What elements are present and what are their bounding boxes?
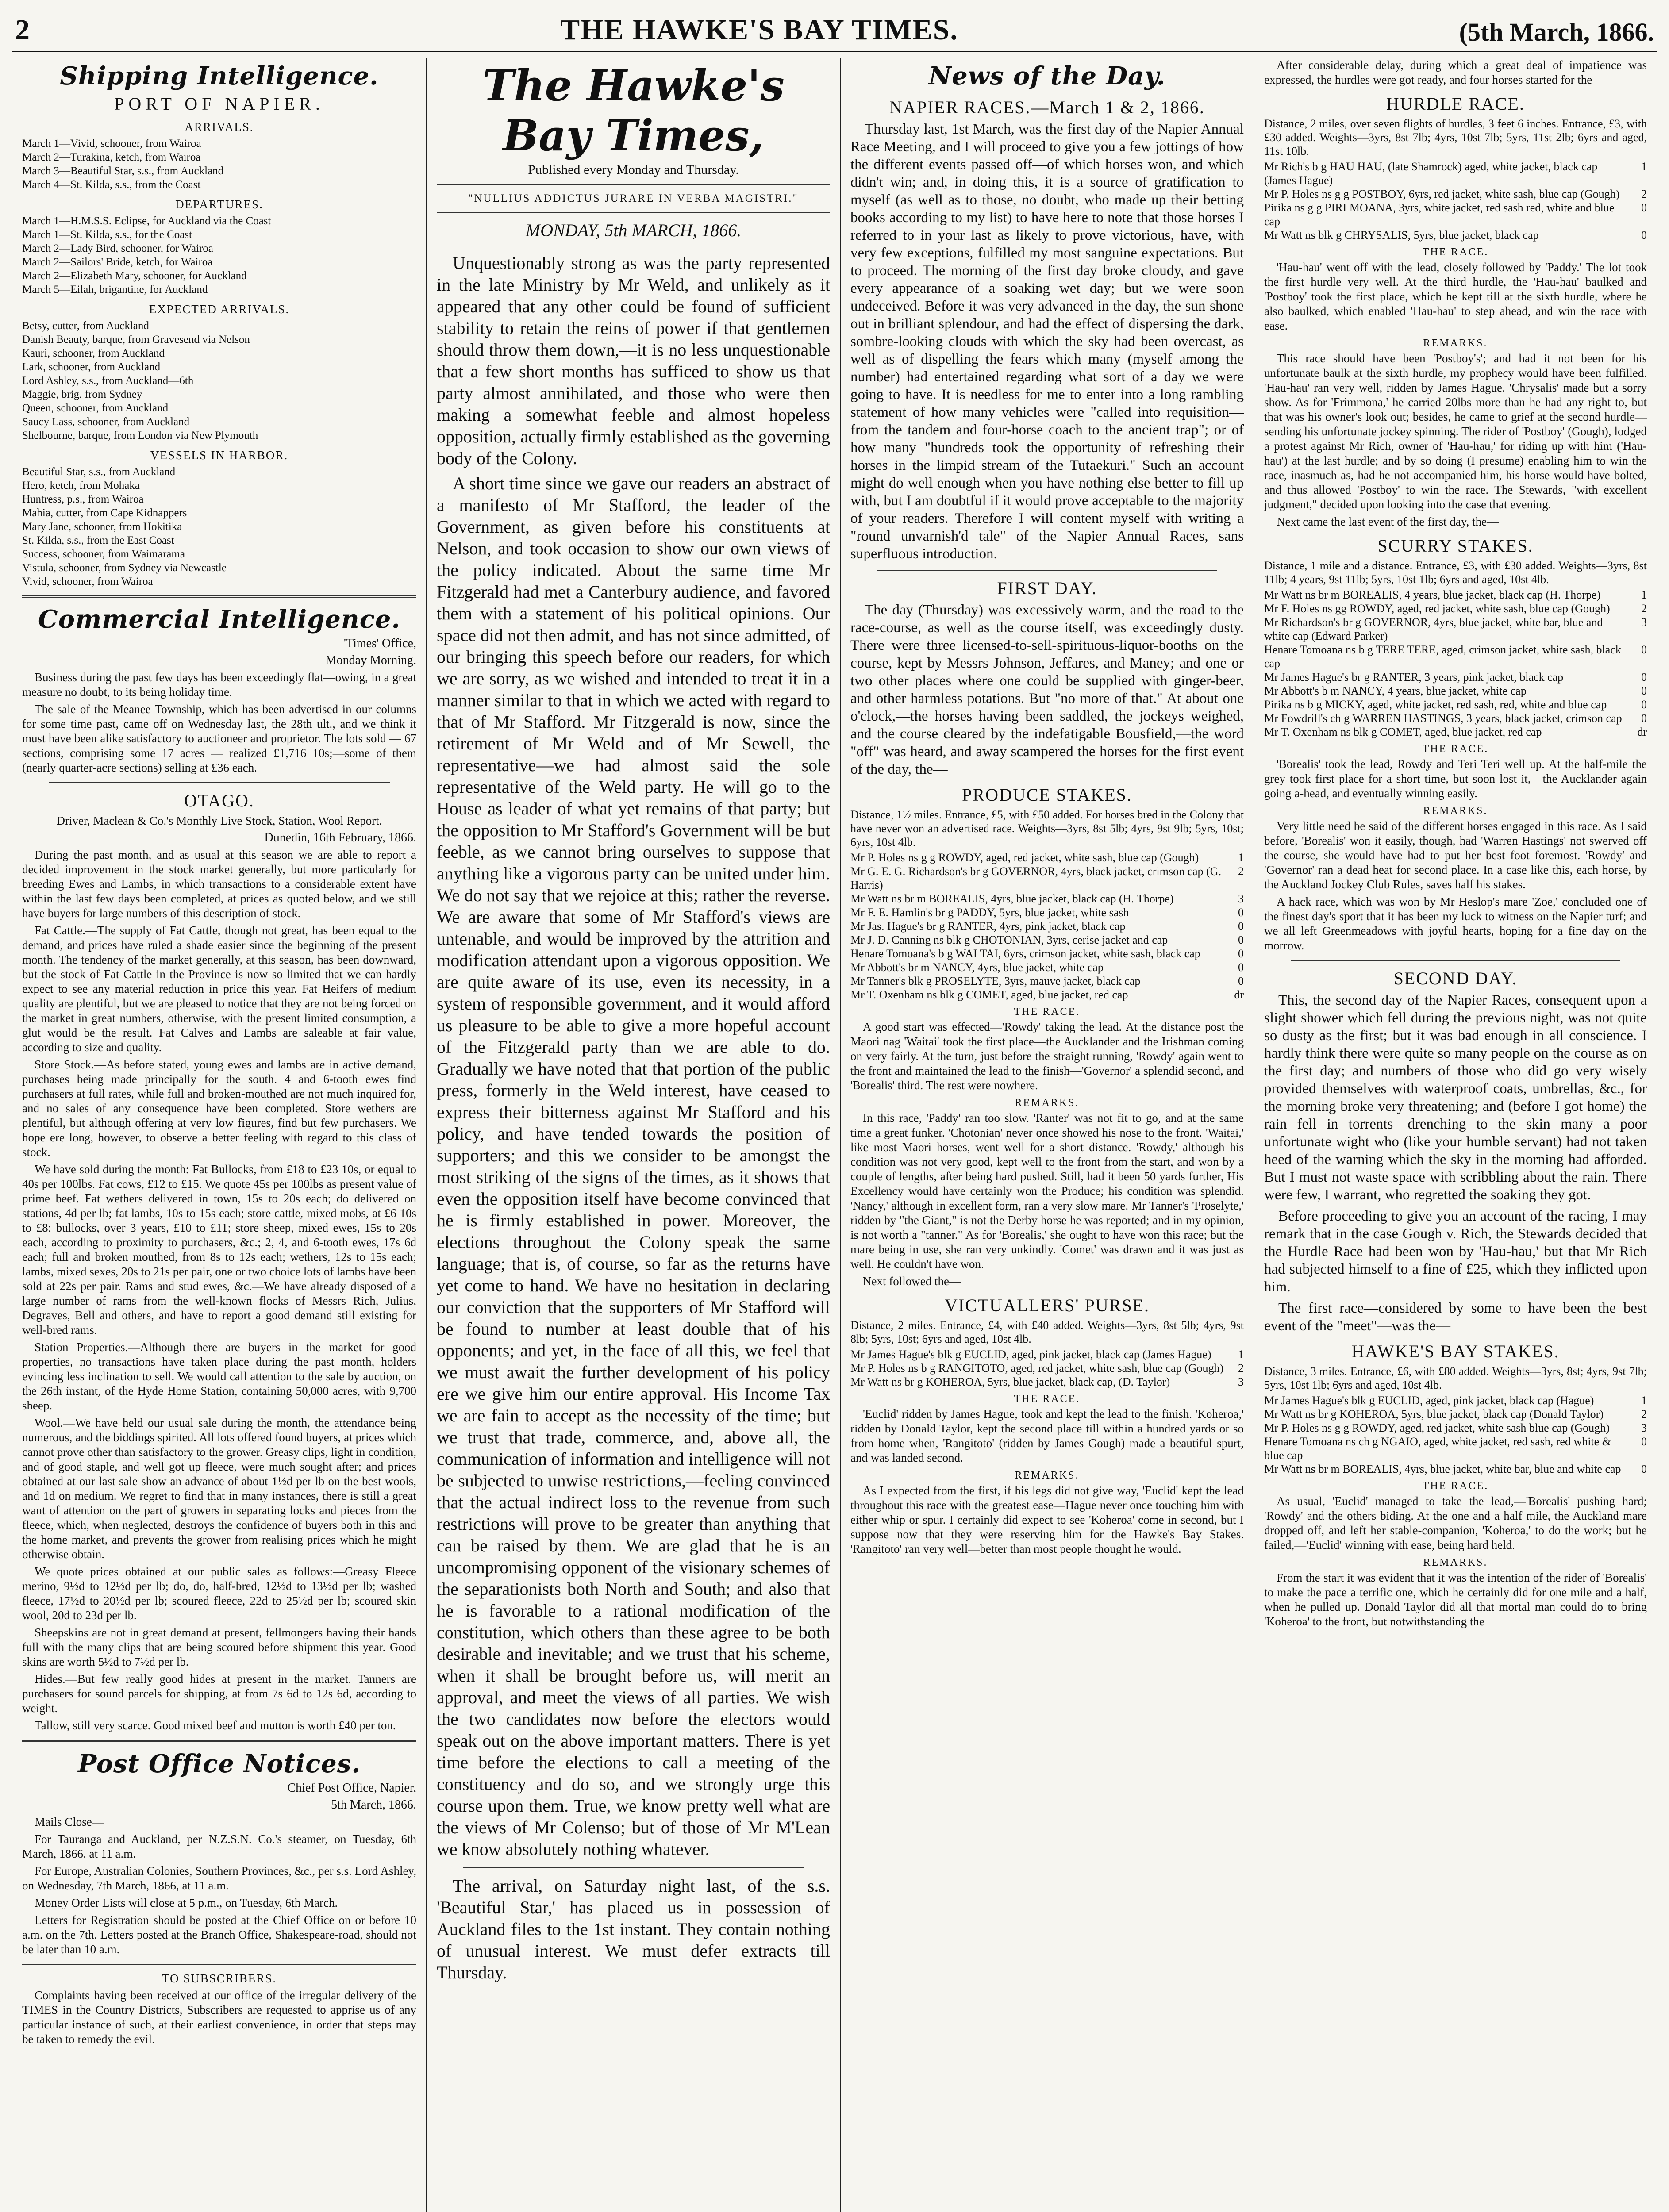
entry-text: Mr Fowdrill's ch g WARREN HASTINGS, 3 years, black jacket, crimson cap	[1264, 712, 1622, 725]
entry-text: Henare Tomoana's b g WAI TAI, 6yrs, crimson jacket, white sash, black cap	[850, 947, 1200, 960]
race-heading: THE RACE.	[1014, 1393, 1081, 1405]
office-date: Monday Morning.	[325, 653, 416, 667]
race-entry	[1264, 670, 1647, 684]
hawkes-entries	[1264, 1394, 1647, 1476]
hawkes-bay-stakes-heading: HAWKE'S BAY STAKES.	[1351, 1341, 1560, 1361]
remarks-heading: REMARKS.	[1015, 1097, 1080, 1109]
race-entry	[1264, 1421, 1647, 1435]
column-1	[12, 58, 426, 2212]
second-day-para: This, the second day of the Napier Races, consequent upon a slight shower which fell during the previous night, was not quite so dusty as the first; but it was bad enough in all conscience. I hardly think there were quite so many people on the course as on the first day; and numbers of those who did go very wisely provided themselves with waterproof coats, umbrellas, &c., for the morning broke very threatening; and (before I got home) the rain fell in torrents—drenching to the skin many a poor unfortunate wight who (like your humble servant) had not taken heed of the warning which the sky in the morning had afforded. But I must not waste space with scribbling about the rain. There were few, I warrant, who regretted the soaking they got.	[1264, 992, 1647, 1203]
entry-text: Mr G. E. G. Richardson's br g GOVERNOR, 4yrs, black jacket, crimson cap (G. Harris)	[850, 865, 1221, 891]
entry-place: 0	[1641, 1435, 1647, 1448]
race-entry	[1264, 602, 1647, 615]
race-entry	[1264, 187, 1647, 201]
divider	[22, 1740, 416, 1742]
office-line: 'Times' Office,	[343, 637, 416, 650]
list-item: March 2—Elizabeth Mary, schooner, for Auckland	[22, 270, 247, 282]
divider	[437, 212, 830, 213]
entry-place: 0	[1641, 712, 1647, 725]
publication-schedule: Published every Monday and Thursday.	[528, 162, 739, 177]
entry-text: Mr P. Holes ns g g ROWDY, aged, red jacket, white sash blue cap (Gough)	[1264, 1421, 1610, 1434]
list-item: March 1—St. Kilda, s.s., for the Coast	[22, 229, 192, 241]
scurry-entries	[1264, 588, 1647, 739]
list-item: Huntress, p.s., from Wairoa	[22, 493, 144, 505]
victuallers-conditions: Distance, 2 miles. Entrance, £4, with £40 added. Weights—3yrs, 8st 5lb; 4yrs, 9st 8lb; 5yrs, 10st; 6yrs and aged, 10st 4lb.	[850, 1319, 1244, 1345]
remarks-heading: REMARKS.	[1015, 1470, 1080, 1481]
entry-place: 2	[1641, 1408, 1647, 1421]
divider	[22, 595, 416, 598]
column-4	[1254, 58, 1657, 2212]
entry-place: 1	[1641, 1394, 1647, 1407]
race-entry	[850, 947, 1244, 960]
produce-stakes-heading: PRODUCE STAKES.	[962, 785, 1132, 805]
second-day-heading: SECOND DAY.	[1393, 968, 1518, 988]
list-item: March 3—Beautiful Star, s.s., from Auckland	[22, 165, 224, 177]
race-entry	[1264, 201, 1647, 228]
list-item: March 1—H.M.S.S. Eclipse, for Auckland via the Coast	[22, 215, 271, 227]
column-2	[426, 58, 840, 2212]
otago-para: Hides.—But few really good hides at present in the market. Tanners are purchasers for sound parcels for shipping, at from 7s 6d to 12s 6d, according to weight.	[22, 1672, 416, 1715]
entry-text: Mr James Hague's blk g EUCLID, aged, pink jacket, black cap (Hague)	[1264, 1394, 1594, 1407]
list-item: March 5—Eilah, brigantine, for Auckland	[22, 284, 208, 296]
entry-place: 2	[1238, 1362, 1244, 1375]
race-entry	[1264, 684, 1647, 698]
arrivals-heading: ARRIVALS.	[185, 120, 254, 134]
entry-text: Mr Watt ns br m BOREALIS, 4 years, blue jacket, black cap (H. Thorpe)	[1264, 588, 1601, 601]
victuallers-heading: VICTUALLERS' PURSE.	[944, 1295, 1150, 1315]
remarks-heading: REMARKS.	[1423, 338, 1488, 349]
columns	[12, 58, 1657, 2212]
mail-notice: Letters for Registration should be posted at the Chief Office on or before 10 a.m. on the 7th. Letters posted at the Branch Office, Shakespeare-road, should not be later than 10 a.m.	[22, 1913, 416, 1956]
entry-place: 3	[1641, 616, 1647, 629]
entry-place: 0	[1238, 975, 1244, 987]
list-item: Beautiful Star, s.s., from Auckland	[22, 466, 176, 478]
race-entry	[850, 919, 1244, 933]
entry-text: Mr P. Holes ns g g ROWDY, aged, red jacket, white sash, blue cap (Gough)	[850, 851, 1199, 864]
entry-text: Mr James Hague's blk g EUCLID, aged, pink jacket, black cap (James Hague)	[850, 1348, 1211, 1361]
race-entry	[1264, 725, 1647, 739]
list-item: March 2—Lady Bird, schooner, for Wairoa	[22, 242, 213, 254]
entry-place: 0	[1641, 643, 1647, 656]
race-entry	[850, 988, 1244, 1002]
mail-notice: For Tauranga and Auckland, per N.Z.S.N. Co.'s steamer, on Tuesday, 6th March, 1866, at 11 a.m.	[22, 1832, 416, 1860]
otago-para: Sheepskins are not in great demand at present, fellmongers having their hands full with the many clips that are being scoured before shipment this year. Good skins are worth 5½d to 7½d per lb.	[22, 1626, 416, 1668]
mails-close: Mails Close—	[35, 1815, 104, 1828]
race-entry	[850, 1348, 1244, 1361]
otago-para: Wool.—We have held our usual sale during the month, the attendance being numerous, and the biddings spirited. All lots offered found buyers, at prices which cannot prove other than satisfactory to the grower. Greasy clips, light in condition, and of good staple, and well got up fleece, were much sought after; and prices obtained at our last sale show an advance of about 1½d per lb on the best wools, and 1d on medium. We regret to find that in many instances, there is still a great want of attention on the part of growers in separating locks and pieces from the fleece, which, when neglected, destroys the confidence of buyers both in this and the home market, and prevents the grower from realising prices which he might otherwise obtain.	[22, 1416, 416, 1561]
victuallers-entries	[850, 1348, 1244, 1389]
scurry-heading: SCURRY STAKES.	[1377, 536, 1534, 556]
entry-place: 0	[1238, 961, 1244, 974]
entry-text: Mr Watt ns br m BOREALIS, 4yrs, blue jacket, black cap (H. Thorpe)	[850, 892, 1174, 905]
editorial-para: Unquestionably strong as was the party represented in the late Ministry by Mr Weld, and unlikely as it appeared that any other could be found of sufficient stability to retain the reins of power if that gentlemen should throw them down,—it is no less unquestionable that a few short months has sufficed to show us that party almost annihilated, and those who were then making a somewhat feeble and almost hopeless opposition, actually firmly established as the governing body of the Colony.	[437, 253, 830, 468]
list-item: Betsy, cutter, from Auckland	[22, 320, 149, 332]
divider	[877, 570, 1217, 571]
list-item: March 4—St. Kilda, s.s., from the Coast	[22, 179, 201, 191]
otago-subheading: Driver, Maclean & Co.'s Monthly Live Stock, Station, Wool Report.	[56, 814, 382, 827]
divider	[463, 1867, 804, 1868]
divider	[1291, 960, 1620, 961]
list-item: Mary Jane, schooner, from Hokitika	[22, 521, 182, 533]
entry-text: Mr Watt ns br g KOHEROA, 5yrs, blue jacket, black cap, (D. Taylor)	[850, 1375, 1170, 1388]
entry-place: 0	[1641, 684, 1647, 697]
otago-para: Tallow, still very scarce. Good mixed beef and mutton is worth £40 per ton.	[35, 1719, 396, 1732]
remarks-heading: REMARKS.	[1423, 1557, 1488, 1568]
list-item: Danish Beauty, barque, from Gravesend via Nelson	[22, 334, 250, 346]
race-report: 'Hau-hau' went off with the lead, closely followed by 'Paddy.' The lot took the first hurdle very well. At the third hurdle, the 'Hau-hau' baulked and 'Postboy' took the first place, which he kept till at the sixth hurdle, where he also baulked, which enabled 'Hau-hau' to step ahead, and win the race with ease.	[1264, 261, 1647, 332]
entry-text: Pirika ns b g MICKY, aged, white jacket, red sash, red, white and blue cap	[1264, 698, 1607, 711]
second-day-para: The first race—considered by some to have been the best event of the "meet"—was the—	[1264, 1300, 1647, 1334]
entry-text: Pirika ns g g PIRI MOANA, 3yrs, white jacket, red sash red, white and blue cap	[1264, 201, 1615, 228]
departures-heading: DEPARTURES.	[175, 198, 263, 211]
race-entry	[850, 892, 1244, 906]
race-remarks: In this race, 'Paddy' ran too slow. 'Ranter' was not fit to go, and at the same time a great funker. 'Chotonian' never once showed his nose to the front. 'Waitai,' like most Maori horses, went well for a short distance. 'Rowdy,' although his condition was not very good, kept well to the front from the start, and won by a couple of lengths, after being hard pushed. Still, had it been 50 yards further, His Excellency would have certainly won the Produce; his condition was splendid. 'Nancy,' although in excellent form, ran a very slow mare. Mr Tanner's 'Proselyte,' ridden by "the Giant," is not the Derby horse he was reported; and in my opinion, is not worth a "tanner." As for 'Borealis,' she ought to have won this race; but the mare being in use, she ran very unkindly. 'Comet' was drawn and it was just as well. He couldn't have won.	[850, 1111, 1244, 1271]
subscribers-heading: TO SUBSCRIBERS.	[162, 1972, 277, 1985]
race-entry	[1264, 643, 1647, 670]
mail-notice: For Europe, Australian Colonies, Southern Provinces, &c., per s.s. Lord Ashley, on Wednesday, 7th March, 1866, at 11 a.m.	[22, 1864, 416, 1892]
entry-place: 1	[1238, 1348, 1244, 1361]
entry-place: 0	[1238, 920, 1244, 933]
race-entry	[850, 906, 1244, 919]
departures-list	[22, 214, 416, 296]
entry-text: Mr T. Oxenham ns blk g COMET, aged, blue jacket, red cap	[1264, 726, 1542, 738]
list-item: Mahia, cutter, from Cape Kidnappers	[22, 507, 187, 519]
entry-place: 2	[1641, 602, 1647, 615]
entry-text: Mr Watt ns blk g CHRYSALIS, 5yrs, blue jacket, black cap	[1264, 229, 1539, 242]
race-entry	[1264, 711, 1647, 725]
list-item: Success, schooner, from Waimarama	[22, 548, 185, 560]
issue-date: (5th March, 1866.	[1459, 18, 1654, 46]
shipping-heading: Shipping Intelligence.	[60, 61, 379, 91]
otago-para: During the past month, and as usual at this season we are able to report a decided improvement in the stock market generally, but more particularly for breeding Ewes and Lambs, in which transactions to a considerable extent have within the last few days been completed, at prices as quoted below, and we still have buyers for large numbers of this description of stock.	[22, 848, 416, 920]
divider	[22, 1964, 416, 1965]
race-entry	[1264, 1394, 1647, 1407]
race-remarks: Very little need be said of the different horses engaged in this race. As I said before, 'Borealis' won it easily, though, had 'Warren Hastings' not swerved off the course, she would have had to put her best foot foremost. 'Rowdy' and 'Governor' ran a dead heat for second place. In a case like this, each horse, by the Auckland Jockey Club Rules, saves half his stakes.	[1264, 819, 1647, 891]
race-entry	[1264, 160, 1647, 187]
race-entry	[1264, 228, 1647, 242]
races-title: NAPIER RACES.—March 1 & 2, 1866.	[889, 97, 1205, 117]
editorial-dateline: MONDAY, 5th MARCH, 1866.	[525, 220, 742, 240]
column-3	[840, 58, 1254, 2212]
news-heading: News of the Day.	[928, 61, 1166, 91]
port-heading: PORT OF NAPIER.	[114, 94, 324, 114]
list-item: March 2—Sailors' Bride, ketch, for Wairoa	[22, 256, 213, 268]
harbor-heading: VESSELS IN HARBOR.	[150, 449, 288, 462]
list-item: Vistula, schooner, from Sydney via Newcastle	[22, 562, 227, 574]
race-entry	[850, 1361, 1244, 1375]
list-item: Maggie, brig, from Sydney	[22, 388, 142, 400]
list-item: Lark, schooner, from Auckland	[22, 361, 161, 373]
list-item: March 1—Vivid, schooner, from Wairoa	[22, 138, 201, 150]
remarks-heading: REMARKS.	[1423, 805, 1488, 817]
entry-text: Mr Abbott's b m NANCY, 4 years, blue jacket, white cap	[1264, 684, 1527, 697]
entry-place: dr	[1637, 726, 1647, 738]
divider	[437, 184, 830, 185]
divider	[49, 782, 390, 783]
entry-text: Mr James Hague's br g RANTER, 3 years, pink jacket, black cap	[1264, 671, 1564, 684]
entry-place: dr	[1234, 988, 1244, 1001]
scurry-conditions: Distance, 1 mile and a distance. Entrance, £3, with £30 added. Weights—3yrs, 8st 11lb; 4 years, 9st 11lb; 5yrs, 10st 1lb; 6yrs and aged, 10st 4lb.	[1264, 559, 1647, 586]
list-item: Shelbourne, barque, from London via New Plymouth	[22, 430, 258, 442]
race-entry	[1264, 1462, 1647, 1476]
list-item: Saucy Lass, schooner, from Auckland	[22, 416, 190, 428]
entry-text: Mr Tanner's blk g PROSELYTE, 3yrs, mauve jacket, black cap	[850, 975, 1141, 987]
entry-place: 1	[1641, 588, 1647, 601]
entry-text: Henare Tomoana ns b g TERE TERE, aged, crimson jacket, white sash, black cap	[1264, 643, 1621, 670]
race-report: 'Borealis' took the lead, Rowdy and Teri Teri well up. At the half-mile the grey took first place for a short time, but soon lost it,—the Aucklander again going a-head, and eventually winning easily.	[1264, 757, 1647, 800]
page-header	[12, 8, 1657, 52]
entry-text: Mr T. Oxenham ns blk g COMET, aged, blue jacket, red cap	[850, 988, 1128, 1001]
entry-place: 3	[1238, 1375, 1244, 1388]
entry-place: 0	[1238, 906, 1244, 919]
list-item: Queen, schooner, from Auckland	[22, 402, 169, 414]
hack-race-para: A hack race, which was won by Mr Heslop's mare 'Zoe,' concluded one of the finest day's sport that it has been my luck to witness on the Napier turf; and we all left Greenmeadows with joyful hearts, hoping for a fine day on the morrow.	[1264, 895, 1647, 952]
entry-place: 2	[1238, 865, 1244, 878]
list-item: Hero, ketch, from Mohaka	[22, 480, 140, 492]
page-number: 2	[15, 14, 30, 46]
otago-para: We quote prices obtained at our public sales as follows:—Greasy Fleece merino, 9½d to 12½d per lb; do, do, half-bred, 12½d to 13½d per lb; washed fleece, 17½d to 20½d per lb; scoured fleece, 22d to 25½d per lb; scoured skin wool, 20d to 23d per lb.	[22, 1565, 416, 1622]
entry-text: Mr P. Holes ns g g POSTBOY, 6yrs, red jacket, white sash, blue cap (Gough)	[1264, 188, 1620, 200]
race-entry	[1264, 615, 1647, 643]
expected-list	[22, 319, 416, 442]
list-item: Kauri, schooner, from Auckland	[22, 347, 165, 359]
entry-text: Mr Watt ns br m BOREALIS, 4yrs, blue jacket, white bar, blue and white cap	[1264, 1463, 1621, 1475]
entry-place: 0	[1641, 201, 1647, 214]
hurdle-heading: HURDLE RACE.	[1386, 94, 1525, 114]
hurdle-intro: After considerable delay, during which a great deal of impatience was expressed, the hurdles were got ready, and four horses started for the—	[1264, 58, 1647, 86]
race-entry	[1264, 698, 1647, 711]
paper-title: THE HAWKE'S BAY TIMES.	[560, 14, 958, 46]
entry-place: 0	[1641, 229, 1647, 242]
race-heading: THE RACE.	[1422, 246, 1489, 258]
entry-text: Mr F. Holes ns gg ROWDY, aged, red jacket, white sash, blue cap (Gough)	[1264, 602, 1610, 615]
otago-heading: OTAGO.	[184, 791, 254, 810]
hurdle-conditions: Distance, 2 miles, over seven flights of hurdles, 3 feet 6 inches. Entrance, £3, with £30 added. Weights—3yrs, 8st 7lb; 4yrs, 10st 7lb; 5yrs, 11st 2lb; 6yrs and aged, 11st 10lb.	[1264, 117, 1647, 157]
entry-text: Mr P. Holes ns b g RANGITOTO, aged, red jacket, white sash, blue cap (Gough)	[850, 1362, 1224, 1375]
post-office-date: 5th March, 1866.	[331, 1798, 416, 1812]
race-heading: THE RACE.	[1014, 1006, 1081, 1018]
otago-para: Fat Cattle.—The supply of Fat Cattle, though not great, has been equal to the demand, and prices have ruled a shade easier since the beginning of the present month. The tendency of the market generally, at this season, has been downward, but the stock of Fat Cattle in the Province is now so limited that we can hardly expect to see any material reduction in price this year. Fat Heifers of medium quality are plentiful, but we are pleased to notice that they are not being forced on the market in great numbers, otherwise, with the present limited consumption, a glut would be the result. Fat Calves and Lambs are saleable at fair value, according to size and quality.	[22, 924, 416, 1054]
race-entry	[850, 974, 1244, 988]
entry-text: Mr F. E. Hamlin's br g PADDY, 5yrs, blue jacket, white sash	[850, 906, 1129, 919]
arrivals-list	[22, 137, 416, 192]
race-entry	[850, 1375, 1244, 1389]
entry-place: 0	[1238, 947, 1244, 960]
commercial-heading: Commercial Intelligence.	[38, 605, 400, 634]
race-entry	[1264, 1407, 1647, 1421]
race-remarks: This race should have been 'Postboy's'; and had it not been for his unfortunate baulk at the sixth hurdle, my prophecy would have been fulfilled. 'Hau-hau' ran very well, ridden by James Hague. 'Chrysalis' made but a sorry show. As for 'Frimmona,' he carried 20lbs more than he had any right to, but that was his owner's look out; besides, he came to grief at the second hurdle—sending his unfortunate jockey spinning. The rider of 'Postboy' (Gough), lodged a protest against Mr Rich, owner of 'Hau-hau,' for riding up with him ('Hau-hau') at the last hurdle; and by so doing (I presume) enabling him to win the race, inasmuch as, had he not accompanied him, his horse would have bolted, and thus allowed 'Postboy' to win the race. The Stewards, "with excellent judgment," decided upon looking into the case that evening.	[1264, 352, 1647, 511]
produce-entries	[850, 851, 1244, 1002]
harbor-list	[22, 465, 416, 588]
race-remarks: As I expected from the first, if his legs did not give way, 'Euclid' kept the lead throughout this race with the greatest ease—Hague never once touching him with either whip or spur. I certainly did expect to see 'Koheroa' come in second, but I suppose now that they were reserving him for the Hawke's Bay Stakes. 'Rangitoto' ran very well—better than most people thought he would.	[850, 1484, 1244, 1555]
hurdle-entries	[1264, 160, 1647, 242]
list-item: St. Kilda, s.s., from the East Coast	[22, 534, 174, 546]
arrival-para: The arrival, on Saturday night last, of the s.s. 'Beautiful Star,' has placed us in possession of Auckland files to the 1st instant. They contain nothing of unusual interest. We must defer extracts till Thursday.	[437, 1876, 830, 1982]
entry-text: Mr J. D. Canning ns blk g CHOTONIAN, 3yrs, cerise jacket and cap	[850, 933, 1168, 946]
race-heading: THE RACE.	[1422, 1480, 1489, 1492]
entry-text: Henare Tomoana ns ch g NGAIO, aged, white jacket, red sash, red white & blue cap	[1264, 1435, 1611, 1462]
race-entry	[1264, 588, 1647, 602]
entry-place: 3	[1238, 892, 1244, 905]
race-remarks: From the start it was evident that it was the intention of the rider of 'Borealis' to make the pace a terrific one, which he certainly did for one mile and a half, when he pulled up. Donald Taylor did all that mortal man could do to bring 'Koheroa' to the front, but notwithstanding the	[1264, 1571, 1647, 1628]
list-item: March 2—Turakina, ketch, from Wairoa	[22, 151, 201, 163]
commercial-para: Business during the past few days has been exceedingly flat—owing, in a great measure no doubt, to its being holiday time.	[22, 671, 416, 699]
list-item: Lord Ashley, s.s., from Auckland—6th	[22, 375, 194, 387]
commercial-para: The sale of the Meanee Township, which has been advertised in our columns for some time past, came off on Wednesday last, the 28th ult., and we think it must have been alike satisfactory to auctioneer and proprietor. The lots sold — 67 sections, comprising some 17 acres — realized £1,716 10s;—some of them (nearly quarter-acre sections) selling at £36 each.	[22, 703, 416, 774]
second-day-para: Before proceeding to give you an account of the racing, I may remark that in the case Gough v. Rich, the Stewards decided that the Hurdle Race had been won by 'Hau-hau,' but that Mr Rich had subjected himself to a fine of £25, which they inflicted upon him.	[1264, 1208, 1647, 1295]
entry-text: Mr Rich's b g HAU HAU, (late Shamrock) aged, white jacket, black cap (James Hague)	[1264, 160, 1598, 187]
race-report: A good start was effected—'Rowdy' taking the lead. At the distance post the Maori nag 'Waitai' took the first place—the Aucklander and the Irishman coming on very fairly. At the turn, just before the straight running, 'Rowdy' again went to the front and maintained the lead to the finish—'Governor' a splendid second, and 'Borealis' third. The rest were nowhere.	[850, 1020, 1244, 1092]
race-entry	[850, 864, 1244, 892]
otago-para: We have sold during the month: Fat Bullocks, from £18 to £23 10s, or equal to 40s per 100lbs. Fat cows, £12 to £15. We quote 45s per 100lbs as present value of prime beef. Fat wethers delivered in town, 15s to 20s each; do delivered on stations, 4d per lb; fat lambs, 10s to 15s each; store cattle, mixed mobs, at £6 10s to £8; bullocks, over 3 years, £10 to £11; store sheep, mixed ewes, 15s to 20s each, according to proximity to purchasers, &c.; 2, 4, and 6-tooth ewes, 17s 6d each; full and broken mouthed, from 8s to 12s each; wethers, 12s to 15s each; lambs, mixed sexes, 20s to 21s per pair, one or two choice lots of lambs have been sold at 22s per pair. Rams and stud ewes, &c.—We have already disposed of a large number of rams from the well-known flocks of Messrs Rich, Julius, Degraves, Bell and others, and have to report a good demand still existing for well-bred rams.	[22, 1163, 416, 1336]
entry-place: 0	[1641, 1463, 1647, 1475]
motto: "NULLIUS ADDICTUS JURARE IN VERBA MAGISTRI."	[468, 192, 799, 204]
list-item: Vivid, schooner, from Wairoa	[22, 576, 153, 588]
entry-place: 3	[1641, 1421, 1647, 1434]
otago-date: Dunedin, 16th February, 1866.	[264, 831, 416, 845]
entry-place: 0	[1238, 933, 1244, 946]
entry-text: Mr Richardson's br g GOVERNOR, 4yrs, blue jacket, white bar, blue and white cap (Edward Parker)	[1264, 616, 1603, 642]
race-report: As usual, 'Euclid' managed to take the lead,—'Borealis' pushing hard; 'Rowdy' and the others biding. At the one and a half mile, the Auckland mare dropped off, and left her stable-companion, 'Koheroa,' to do the work; but he failed,—'Euclid' winning with ease, being hard held.	[1264, 1494, 1647, 1551]
entry-place: 0	[1641, 698, 1647, 711]
races-intro: Thursday last, 1st March, was the first day of the Napier Annual Race Meeting, and I will proceed to give you a few jottings of how the different events passed off—of which horses won, and which didn't win; and, in doing this, it is a source of gratification to myself (as well as to those, no doubt, who made up their betting books according to my list) to have here to note that those horses I referred to in your last as likely to prove victorious, have, with very few exceptions, fulfilled my most sanguine expectations. But to proceed. The morning of the first day broke cloudy, and gave every appearance of a soaking wet day; but we were soon undeceived. Before it was very advanced in the day, the sun shone out in brilliant splendour, and had the effect of dispersing the dark, sombre-looking clouds with which the sky had been overcast, as well as of dispelling the fears which many (myself among the number) had entertained regarding what sort of a day we were going to have. It is needless for me to enter into a long rambling statement of how many vehicles were "called into requisition—from the tandem and four-horse coach to the ancient trap"; or of how many "hundreds took the opportunity of refreshing their horses in the limpid stream of the Tutaekuri." Such an account might do well enough when you have nothing else better to fill up with, but I am doubtful if it would prove acceptable to the majority of your readers. Therefore I will content myself with writing a "round unvarnish'd tale" of the Napier Annual Races, sans superfluous introduction.	[850, 121, 1244, 562]
race-entry	[850, 851, 1244, 864]
entry-place: 1	[1238, 851, 1244, 864]
post-office-line: Chief Post Office, Napier,	[287, 1781, 416, 1795]
race-entry	[850, 933, 1244, 947]
produce-conditions: Distance, 1½ miles. Entrance, £5, with £50 added. For horses bred in the Colony that have never won an advertised race. Weights—3yrs, 8st 5lb; 4yrs, 9st 9lb; 5yrs, 10st; 6yrs, 10st 4lb.	[850, 808, 1244, 849]
first-day-para: The day (Thursday) was excessively warm, and the road to the race-course, as well as the course itself, was exceedingly dusty. There were three licensed-to-sell-spirituous-liquor-booths on the course, kept by Messrs Johnson, Jeffares, and Maney; and one or two other places where one could be supplied with ginger-beer, and other harmless potations. But "no more of that." At about one o'clock,—the horses having been saddled, the jockeys weighed, and the course cleared by the indefatigable Bousfield,—the word "off" was heard, and away scampered the horses for the first event of the day, the—	[850, 602, 1244, 777]
hawkes-conditions: Distance, 3 miles. Entrance, £6, with £80 added. Weights—3yrs, 8st; 4yrs, 9st 7lb; 5yrs, 10st 1lb; 6yrs and aged, 10st 4lb.	[1264, 1365, 1647, 1391]
first-day-heading: FIRST DAY.	[997, 578, 1097, 598]
entry-text: Mr Jas. Hague's br g RANTER, 4yrs, pink jacket, black cap	[850, 920, 1126, 933]
post-office-heading: Post Office Notices.	[78, 1749, 361, 1778]
race-entry	[850, 960, 1244, 974]
mail-notice: Money Order Lists will close at 5 p.m., on Tuesday, 6th March.	[35, 1896, 338, 1909]
race-entry	[1264, 1435, 1647, 1462]
editorial-masthead: The Hawke's Bay Times,	[482, 61, 785, 161]
next-line: Next came the last event of the first day, the—	[1277, 515, 1499, 528]
entry-place: 1	[1641, 160, 1647, 173]
race-report: 'Euclid' ridden by James Hague, took and kept the lead to the finish. 'Koheroa,' ridden by Donald Taylor, kept the second place till within a hundred yards or so from home when, 'Rangitoto' (ridden by James Gough) made a beautiful spurt, and was landed second.	[850, 1407, 1244, 1464]
entry-text: Mr Abbott's br m NANCY, 4yrs, blue jacket, white cap	[850, 961, 1104, 974]
expected-heading: EXPECTED ARRIVALS.	[149, 303, 290, 316]
otago-para: Station Properties.—Although there are buyers in the market for good properties, no transactions have taken place during the past month, holders evincing less inclination to sell. We would call attention to the sale by auction, on the 26th instant, of the Hyde Home Station, containing 50,000 acres, with 9,700 sheep.	[22, 1340, 416, 1412]
race-heading: THE RACE.	[1422, 743, 1489, 755]
entry-text: Mr Watt ns br g KOHEROA, 5yrs, blue jacket, black cap (Donald Taylor)	[1264, 1408, 1604, 1421]
subscribers-notice: Complaints having been received at our office of the irregular delivery of the TIMES in the Country Districts, Subscribers are requested to apprise us of any particular instance of such, at their earliest convenience, in order that steps may be taken to remedy the evil.	[22, 1989, 416, 2046]
editorial-para: A short time since we gave our readers an abstract of a manifesto of Mr Stafford, the leader of the Government, as given before his constituents at Nelson, and took occasion to show our own views of the policy indicated. About the same time Mr Fitzgerald had met a Canterbury audience, and favored them with a statement of his political opinions. Our space did not then admit, and has not since admitted, of our bringing this speech before our readers, for which we are sorry, as we wished and intended to treat it in a manner similar to that in which we acted with regard to that of Mr Stafford. Mr Fitzgerald is now, since the retirement of Mr Weld and of Mr Sewell, the representative—we had almost said the sole representative of the Weld party. He will go to the House as leader of what yet remains of that party; but the opposition to Mr Stafford's Government will be but feeble, as we cannot bring ourselves to suppose that anything like a vigorous party can be united under him. We do not say that we rejoice at this; rather the reverse. We are aware that some of Mr Stafford's views are untenable, and would be improved by the attrition and modification attendant upon a vigorous opposition. We are quite aware of its use, even its necessity, in a system of responsible government, and it would afford us pleasure to be able to give a more hopeful account of the Fitzgerald party than we are able to do. Gradually we have noted that that portion of the public press, formerly in the Weld interest, have ceased to express their bitterness against Mr Stafford and his policy, and have tended towards the position of supporters; and this we consider to be amongst the most striking of the signs of the times, as it shows that even the opposition itself have become convinced that he is firmly established in power. Moreover, the elections throughout the Colony speak the same language; that is, of course, so far as the returns have yet come to hand. We have no hesitation in declaring our conviction that the supporters of Mr Stafford will be found to number at least double that of his opponents; and yet, in the face of all this, we feel that we must await the further development of his policy ere we give him our entire approval. His Income Tax we are fain to accept as the necessity of the time; but we trust that trade, commerce, and, above all, the communication of information and intelligence will not be subjected to unwise restrictions,—feeling convinced that the actual indirect loss to the revenue from such restrictions will prove to be greater than anything that can be raised by them. We are glad that he is an uncompromising opponent of the visionary schemes of the separationists both North and South; and also that he is favorable to a rational modification of the constitution, which others than these agree to be both desirable and inevitable; and we trust that his scheme, when it shall be brought before us, will merit an approval, and meet the views of all parties. We wish the two candidates now before the electors would speak out on the above important matters. There is yet time before the elections to call a meeting of the constituency and do so, and we strongly urge this course upon them. True, we know pretty well what are the views of Mr Colenso; but of those of Mr M'Lean we know absolutely nothing whatever.	[437, 473, 830, 1859]
entry-place: 0	[1641, 671, 1647, 684]
otago-para: Store Stock.—As before stated, young ewes and lambs are in active demand, purchases being made principally for the south. 4 and 6-tooth ewes find purchasers at full rates, while full and broken-mouthed are not much inquired for, and no sales of any consequence have been completed. Store wethers are plentiful, but although offering at very low figures, find but few purchasers. We hope ere long, however, to observe a better feeling with regard to this class of stock.	[22, 1058, 416, 1159]
entry-place: 2	[1641, 188, 1647, 200]
next-line: Next followed the—	[863, 1275, 961, 1288]
